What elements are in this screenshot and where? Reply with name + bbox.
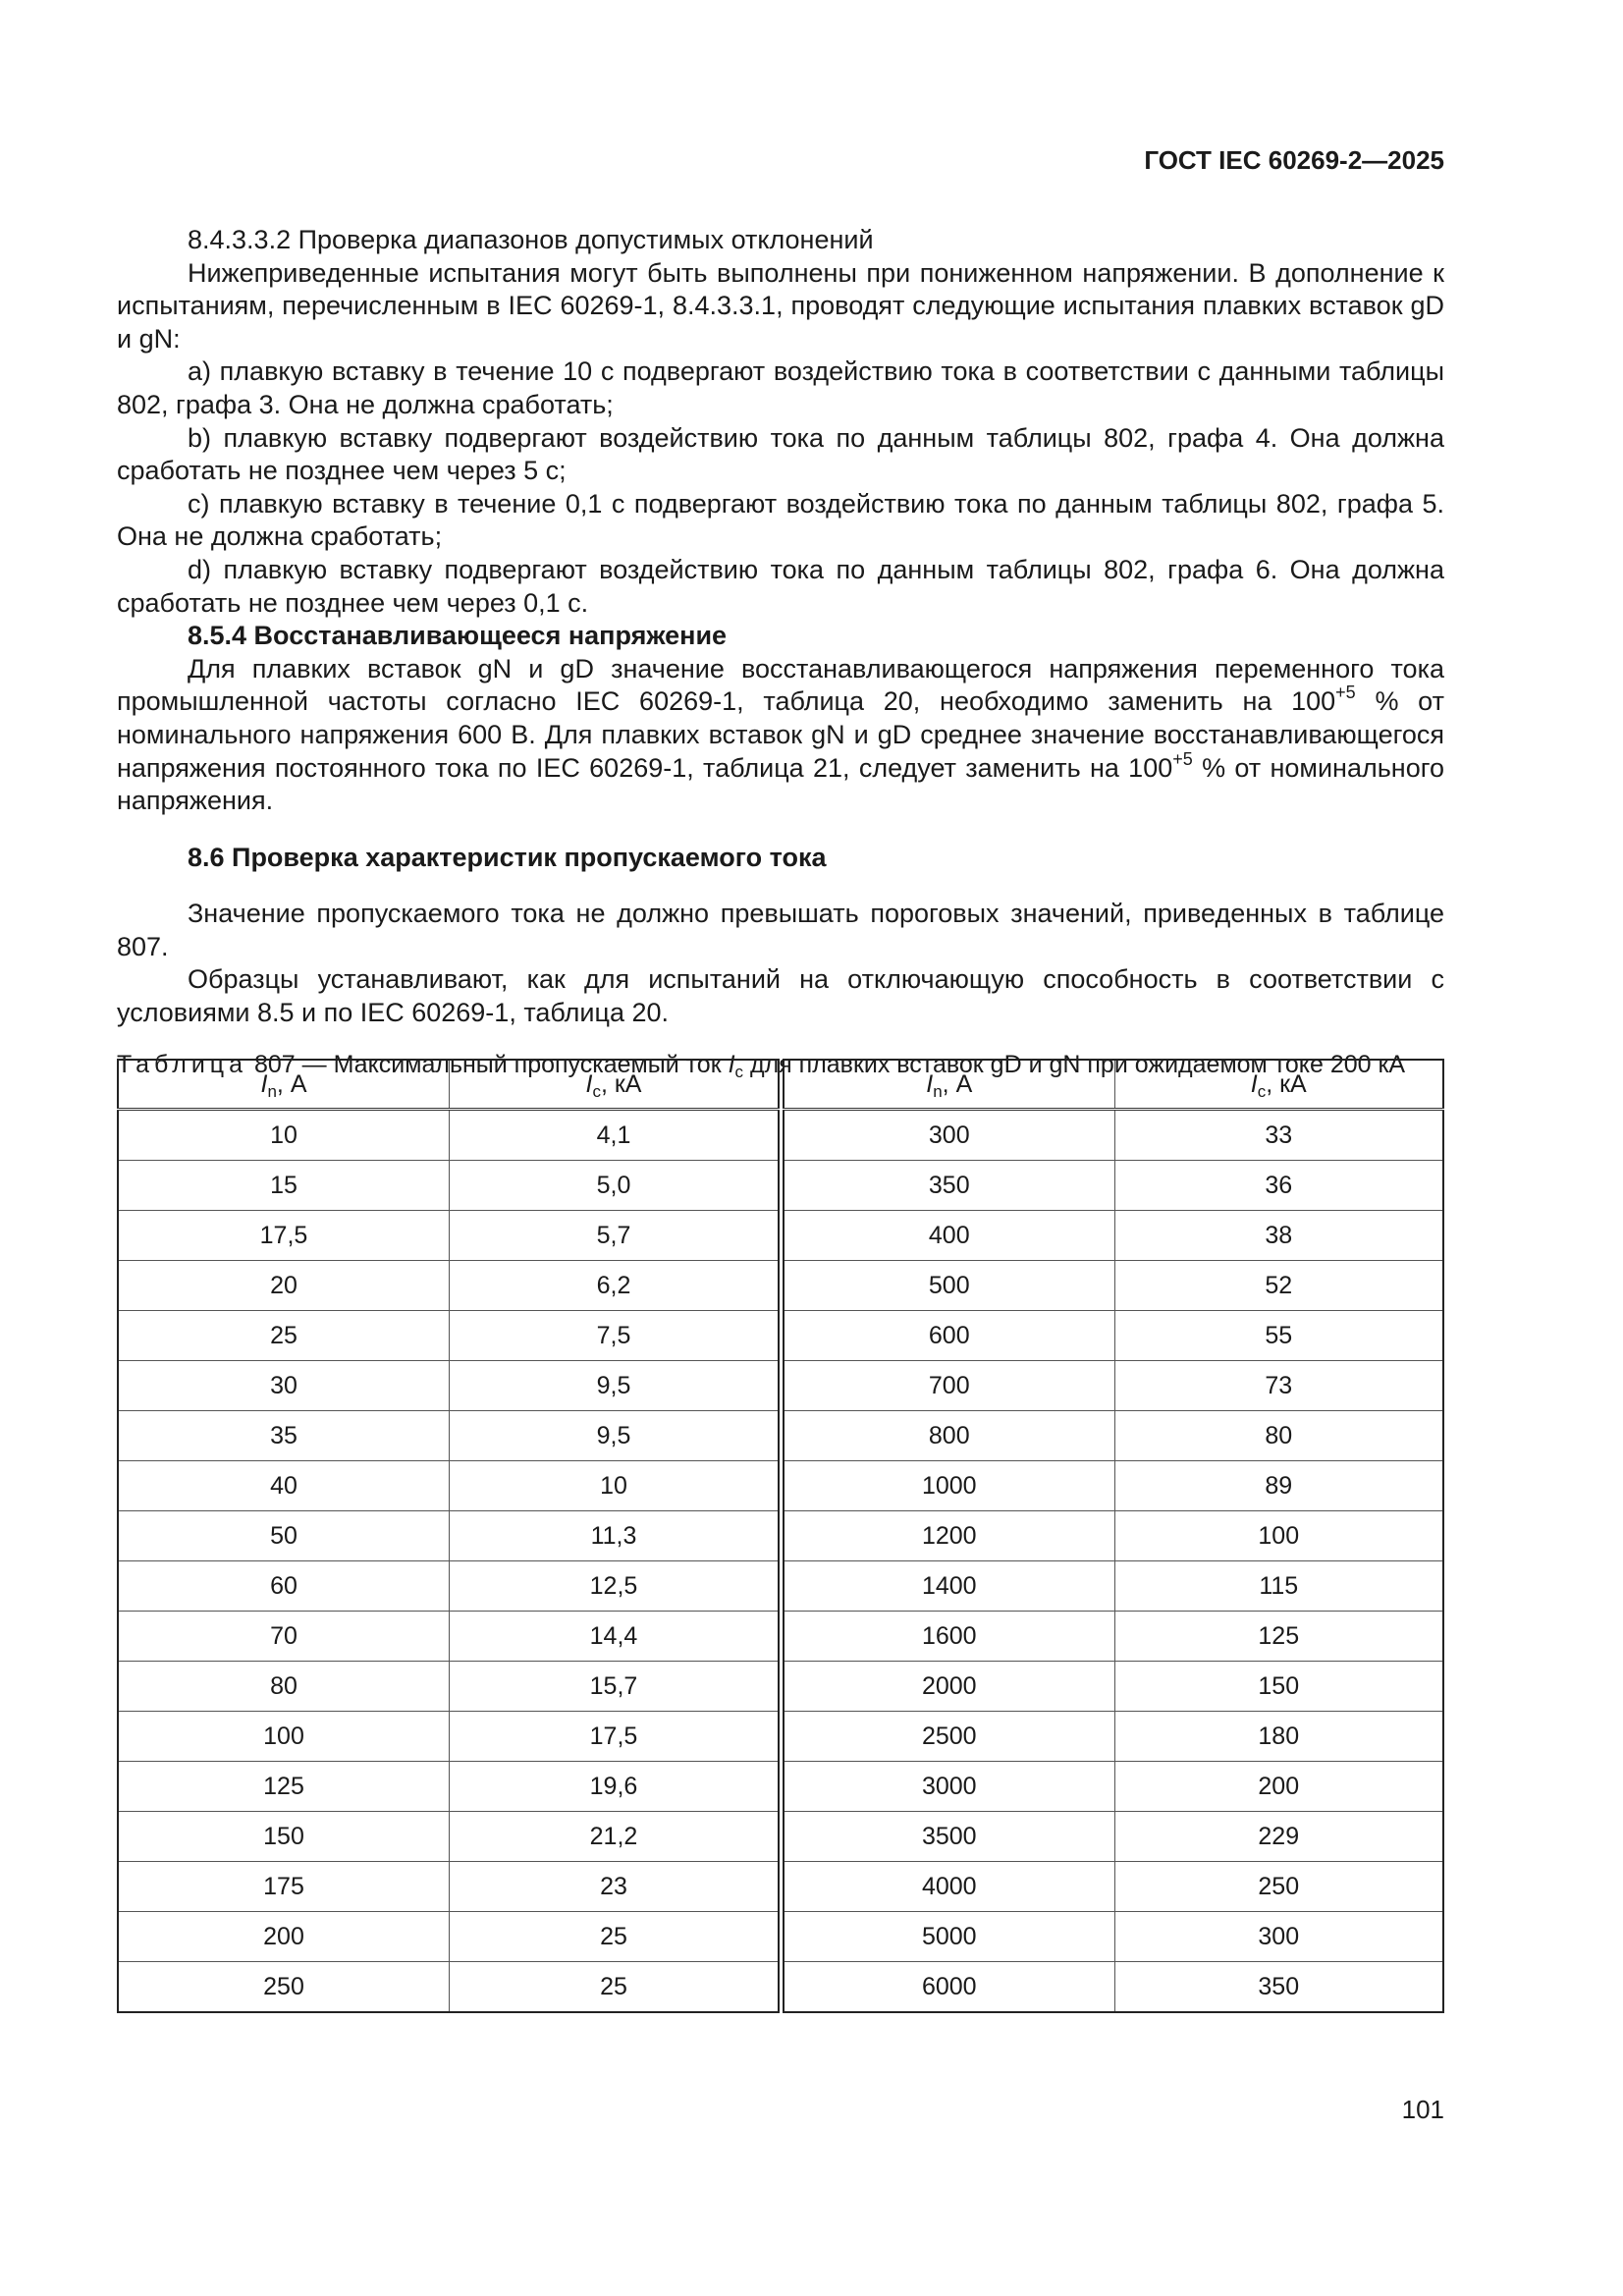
table-header-row <box>784 1060 1443 1110</box>
recovery-voltage-paragraph <box>117 653 1444 818</box>
cell-cutoff-current: 11,3 <box>450 1511 780 1561</box>
cell-cutoff-current: 180 <box>1114 1712 1443 1762</box>
clause-heading-8-5-4: 8.5.4 Восстанавливающееся напряжение <box>188 621 728 651</box>
cell-cutoff-current: 9,5 <box>450 1361 780 1411</box>
table-row <box>118 1461 779 1511</box>
cell-cutoff-current: 7,5 <box>450 1311 780 1361</box>
table-left-half <box>117 1059 780 2013</box>
table-row <box>118 1211 779 1261</box>
table-row <box>118 1261 779 1311</box>
cell-cutoff-current: 14,4 <box>450 1612 780 1662</box>
table-row <box>784 1411 1443 1461</box>
col-in-subscript: n <box>933 1081 943 1101</box>
table-row <box>784 1812 1443 1862</box>
cell-rated-current: 17,5 <box>118 1211 450 1261</box>
cell-cutoff-current: 200 <box>1114 1762 1443 1812</box>
table-row <box>784 1862 1443 1912</box>
table-row <box>118 1110 779 1161</box>
table-807 <box>117 1059 1444 2000</box>
cell-rated-current: 200 <box>118 1912 450 1962</box>
col-ic-symbol: I <box>1250 1069 1258 1098</box>
cell-cutoff-current: 17,5 <box>450 1712 780 1762</box>
body-text <box>117 224 1444 1081</box>
table-row <box>784 1912 1443 1962</box>
cell-rated-current: 60 <box>118 1561 450 1612</box>
caption-text-a: 807 — Максимальный пропускаемый ток <box>247 1050 729 1078</box>
col-in-subscript: n <box>267 1081 277 1101</box>
cell-rated-current: 6000 <box>784 1962 1114 2013</box>
cell-rated-current: 125 <box>118 1762 450 1812</box>
cell-cutoff-current: 89 <box>1114 1461 1443 1511</box>
cell-cutoff-current: 229 <box>1114 1812 1443 1862</box>
cell-cutoff-current: 150 <box>1114 1662 1443 1712</box>
cell-cutoff-current: 73 <box>1114 1361 1443 1411</box>
caption-table-word: Таблица <box>117 1050 248 1078</box>
table-row <box>784 1311 1443 1361</box>
table-row <box>118 1712 779 1762</box>
table-row <box>784 1261 1443 1311</box>
clause-heading-8-6: 8.6 Проверка характеристик пропускаемого тока <box>188 842 827 872</box>
cell-rated-current: 1400 <box>784 1561 1114 1612</box>
rv-text-b: % от номинального напряжения 600 В. Для плавких вставок gN и gD среднее значение восстанавливающегося напряжения постоянного тока по IEC 60269-1, таблица 21, следует заменить на 100 <box>117 686 1444 783</box>
cell-cutoff-current: 115 <box>1114 1561 1443 1612</box>
table-row <box>784 1110 1443 1161</box>
cell-cutoff-current: 21,2 <box>450 1812 780 1862</box>
table-row <box>784 1762 1443 1812</box>
cell-rated-current: 5000 <box>784 1912 1114 1962</box>
cell-rated-current: 175 <box>118 1862 450 1912</box>
cell-cutoff-current: 55 <box>1114 1311 1443 1361</box>
list-item-d: d) плавкую вставку подвергают воздействию тока по данным таблицы 802, графа 6. Она должна сработать не позднее чем через 0,1 с. <box>117 554 1444 618</box>
cell-cutoff-current: 10 <box>450 1461 780 1511</box>
table-row <box>118 1411 779 1461</box>
col-in-symbol: I <box>926 1069 934 1098</box>
cell-cutoff-current: 9,5 <box>450 1411 780 1461</box>
table-row <box>784 1211 1443 1261</box>
col-header-cutoff-current <box>1114 1060 1443 1110</box>
cell-cutoff-current: 125 <box>1114 1612 1443 1662</box>
cell-rated-current: 20 <box>118 1261 450 1311</box>
clause-heading-8-4-3-3-2: 8.4.3.3.2 Проверка диапазонов допустимых отклонений <box>188 225 874 254</box>
cell-rated-current: 1000 <box>784 1461 1114 1511</box>
cell-cutoff-current: 19,6 <box>450 1762 780 1812</box>
cell-cutoff-current: 33 <box>1114 1110 1443 1161</box>
cell-cutoff-current: 52 <box>1114 1261 1443 1311</box>
let-through-paragraph-1: Значение пропускаемого тока не должно превышать пороговых значений, приведенных в таблице 807. <box>117 899 1444 961</box>
cell-cutoff-current: 100 <box>1114 1511 1443 1561</box>
cell-cutoff-current: 80 <box>1114 1411 1443 1461</box>
table-row <box>118 1361 779 1411</box>
table-row <box>784 1662 1443 1712</box>
cell-rated-current: 600 <box>784 1311 1114 1361</box>
table-right-half <box>783 1059 1444 2013</box>
cell-cutoff-current: 250 <box>1114 1862 1443 1912</box>
clause-intro: Нижеприведенные испытания могут быть выполнены при пониженном напряжении. В дополнение к испытаниям, перечисленным в IEC 60269-1, 8.4.3.3.1, проводят следующие испытания плавких вставок gD и gN: <box>117 257 1444 354</box>
cell-rated-current: 50 <box>118 1511 450 1561</box>
cell-cutoff-current: 300 <box>1114 1912 1443 1962</box>
list-item-b: b) плавкую вставку подвергают воздействию тока по данным таблицы 802, графа 4. Она должна сработать не позднее чем через 5 с; <box>117 422 1444 486</box>
caption-subscript: c <box>734 1062 744 1081</box>
table-row <box>784 1461 1443 1511</box>
table-row <box>118 1511 779 1561</box>
table-row <box>784 1962 1443 2013</box>
page-number: 101 <box>1401 2095 1444 2124</box>
table-row <box>118 1862 779 1912</box>
table-header-row <box>118 1060 779 1110</box>
cell-cutoff-current: 4,1 <box>450 1110 780 1161</box>
table-row <box>784 1612 1443 1662</box>
cell-rated-current: 2000 <box>784 1662 1114 1712</box>
let-through-paragraph-2: Образцы устанавливают, как для испытаний на отключающую способность в соответствии с условиями 8.5 и по IEC 60269-1, таблица 20. <box>117 964 1444 1028</box>
cell-rated-current: 2500 <box>784 1712 1114 1762</box>
caption-symbol: I <box>728 1050 735 1078</box>
cell-rated-current: 25 <box>118 1311 450 1361</box>
rv-superscript-2: +5 <box>1172 748 1193 769</box>
table-row <box>118 1912 779 1962</box>
cell-cutoff-current: 12,5 <box>450 1561 780 1612</box>
cell-rated-current: 250 <box>118 1962 450 2013</box>
cell-rated-current: 400 <box>784 1211 1114 1261</box>
col-header-cutoff-current <box>450 1060 780 1110</box>
cell-rated-current: 300 <box>784 1110 1114 1161</box>
list-item-a: a) плавкую вставку в течение 10 с подвергают воздействию тока в соответствии с данными таблицы 802, графа 3. Она не должна сработать; <box>117 356 1444 419</box>
col-ic-unit: , кА <box>1266 1069 1307 1098</box>
cell-cutoff-current: 15,7 <box>450 1662 780 1712</box>
list-item-c: c) плавкую вставку в течение 0,1 с подвергают воздействию тока по данным таблицы 802, графа 5. Она не должна сработать; <box>117 488 1444 552</box>
cell-rated-current: 100 <box>118 1712 450 1762</box>
table-row <box>118 1812 779 1862</box>
table-row <box>784 1712 1443 1762</box>
table-row <box>784 1511 1443 1561</box>
col-header-rated-current <box>784 1060 1114 1110</box>
col-ic-subscript: c <box>1257 1081 1267 1101</box>
caption-text-b: для плавких вставок gD и gN при ожидаемом токе 200 кА <box>743 1050 1406 1078</box>
col-ic-unit: , кА <box>600 1069 642 1098</box>
cell-rated-current: 10 <box>118 1110 450 1161</box>
rv-text-a: Для плавких вставок gN и gD значение восстанавливающегося напряжения переменного тока промышленной частоты согласно IEC 60269-1, таблица 20, необходимо заменить на 100 <box>117 653 1444 717</box>
cell-rated-current: 500 <box>784 1261 1114 1311</box>
table-row <box>784 1161 1443 1211</box>
cell-cutoff-current: 23 <box>450 1862 780 1912</box>
col-ic-subscript: c <box>592 1081 601 1101</box>
cell-rated-current: 80 <box>118 1662 450 1712</box>
col-header-rated-current <box>118 1060 450 1110</box>
cell-rated-current: 15 <box>118 1161 450 1211</box>
cell-rated-current: 800 <box>784 1411 1114 1461</box>
table-row <box>118 1311 779 1361</box>
rv-superscript-1: +5 <box>1335 683 1356 703</box>
cell-cutoff-current: 25 <box>450 1962 780 2013</box>
cell-cutoff-current: 350 <box>1114 1962 1443 2013</box>
col-in-unit: , А <box>276 1069 307 1098</box>
table-row <box>118 1561 779 1612</box>
cell-rated-current: 150 <box>118 1812 450 1862</box>
col-in-unit: , А <box>942 1069 973 1098</box>
rv-text-c: % от номинального напряжения. <box>117 752 1444 816</box>
cell-rated-current: 70 <box>118 1612 450 1662</box>
cell-cutoff-current: 6,2 <box>450 1261 780 1311</box>
table-row <box>118 1161 779 1211</box>
table-row <box>118 1962 779 2013</box>
col-in-symbol: I <box>260 1069 268 1098</box>
cell-rated-current: 30 <box>118 1361 450 1411</box>
table-row <box>118 1762 779 1812</box>
cell-rated-current: 40 <box>118 1461 450 1511</box>
cell-rated-current: 700 <box>784 1361 1114 1411</box>
cell-rated-current: 3000 <box>784 1762 1114 1812</box>
standard-header: ГОСТ IEC 60269-2—2025 <box>1144 145 1444 175</box>
cell-rated-current: 1600 <box>784 1612 1114 1662</box>
table-row <box>784 1361 1443 1411</box>
cell-cutoff-current: 5,0 <box>450 1161 780 1211</box>
cell-rated-current: 1200 <box>784 1511 1114 1561</box>
cell-rated-current: 35 <box>118 1411 450 1461</box>
table-row <box>118 1662 779 1712</box>
cell-cutoff-current: 38 <box>1114 1211 1443 1261</box>
cell-rated-current: 4000 <box>784 1862 1114 1912</box>
table-row <box>118 1612 779 1662</box>
cell-rated-current: 3500 <box>784 1812 1114 1862</box>
col-ic-symbol: I <box>585 1069 593 1098</box>
cell-cutoff-current: 5,7 <box>450 1211 780 1261</box>
cell-rated-current: 350 <box>784 1161 1114 1211</box>
cell-cutoff-current: 36 <box>1114 1161 1443 1211</box>
table-row <box>784 1561 1443 1612</box>
cell-cutoff-current: 25 <box>450 1912 780 1962</box>
